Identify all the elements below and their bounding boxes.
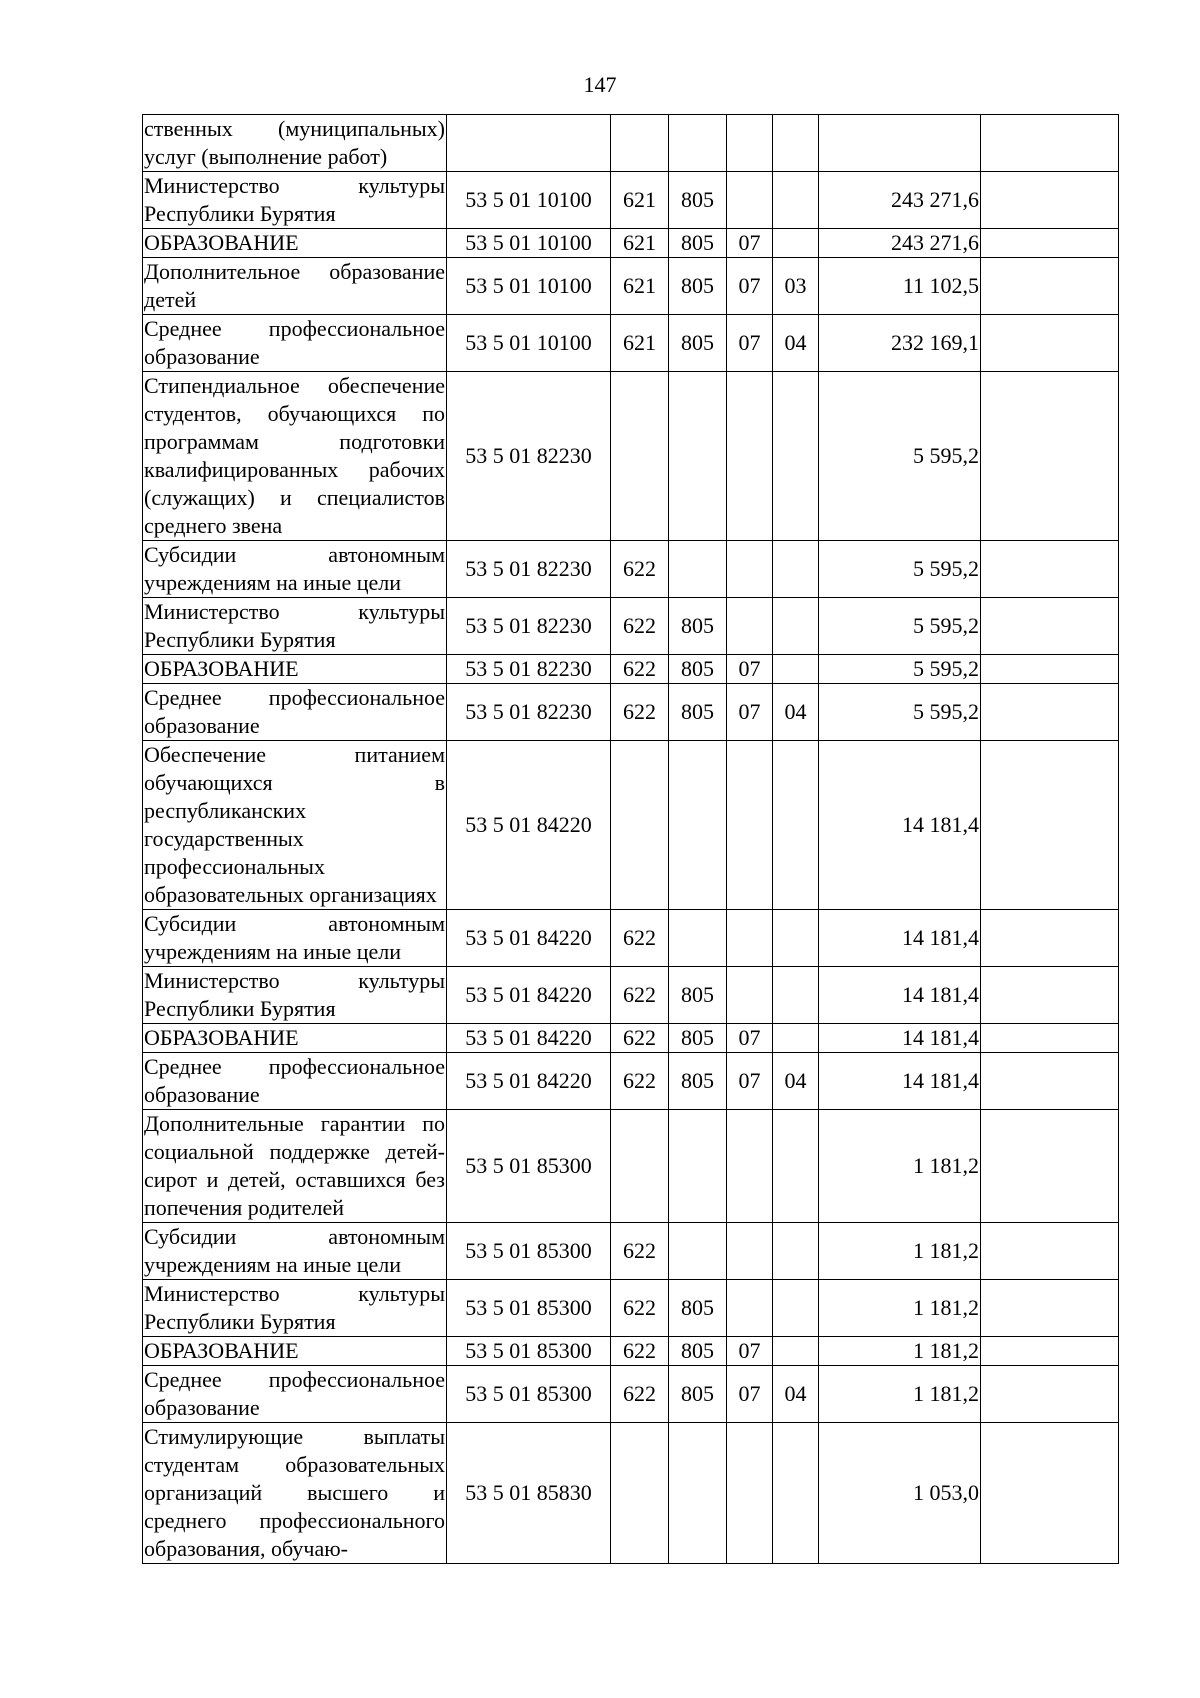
subsection-cell xyxy=(773,598,819,655)
extra-cell xyxy=(981,372,1119,541)
subsection-cell xyxy=(773,1423,819,1564)
expense-type-cell xyxy=(611,372,669,541)
ministry-code-cell: 805 xyxy=(669,655,727,684)
expense-type-cell: 622 xyxy=(611,1053,669,1110)
section-cell: 07 xyxy=(727,684,773,741)
extra-cell xyxy=(981,172,1119,229)
target-article-cell: 53 5 01 85300 xyxy=(447,1110,611,1223)
expense-type-cell: 622 xyxy=(611,655,669,684)
row-name-cell: ОБРАЗОВАНИЕ xyxy=(143,655,447,684)
expense-type-cell: 622 xyxy=(611,1024,669,1053)
target-article-cell: 53 5 01 84220 xyxy=(447,1024,611,1053)
ministry-code-cell: 805 xyxy=(669,315,727,372)
amount-cell: 5 595,2 xyxy=(819,684,981,741)
table-row xyxy=(143,541,1119,598)
target-article-cell: 53 5 01 82230 xyxy=(447,655,611,684)
amount-cell: 1 181,2 xyxy=(819,1280,981,1337)
extra-cell xyxy=(981,598,1119,655)
section-cell xyxy=(727,1110,773,1223)
amount-cell: 14 181,4 xyxy=(819,967,981,1024)
amount-cell: 232 169,1 xyxy=(819,315,981,372)
table-row xyxy=(143,1280,1119,1337)
amount-cell: 14 181,4 xyxy=(819,741,981,910)
extra-cell xyxy=(981,741,1119,910)
subsection-cell xyxy=(773,172,819,229)
ministry-code-cell: 805 xyxy=(669,684,727,741)
expense-type-cell: 622 xyxy=(611,598,669,655)
subsection-cell xyxy=(773,655,819,684)
section-cell: 07 xyxy=(727,315,773,372)
row-name-cell: ственных (муниципальных) услуг (выполнение работ) xyxy=(143,115,447,172)
ministry-code-cell: 805 xyxy=(669,1337,727,1366)
section-cell xyxy=(727,1423,773,1564)
ministry-code-cell xyxy=(669,1423,727,1564)
amount-cell: 1 053,0 xyxy=(819,1423,981,1564)
extra-cell xyxy=(981,655,1119,684)
expense-type-cell: 622 xyxy=(611,1223,669,1280)
ministry-code-cell: 805 xyxy=(669,598,727,655)
page-number: 147 xyxy=(583,72,617,97)
table-row xyxy=(143,229,1119,258)
target-article-cell: 53 5 01 82230 xyxy=(447,684,611,741)
amount-cell: 5 595,2 xyxy=(819,655,981,684)
subsection-cell: 04 xyxy=(773,1053,819,1110)
row-name-cell: Субсидии автономным учреждениям на иные цели xyxy=(143,1223,447,1280)
target-article-cell: 53 5 01 82230 xyxy=(447,541,611,598)
section-cell xyxy=(727,541,773,598)
extra-cell xyxy=(981,541,1119,598)
target-article-cell: 53 5 01 10100 xyxy=(447,229,611,258)
extra-cell xyxy=(981,967,1119,1024)
section-cell xyxy=(727,741,773,910)
target-article-cell: 53 5 01 84220 xyxy=(447,1053,611,1110)
amount-cell: 5 595,2 xyxy=(819,372,981,541)
ministry-code-cell: 805 xyxy=(669,1024,727,1053)
row-name-cell: Дополнительные гарантии по социальной поддержке детей-сирот и детей, оставшихся без попечения родителей xyxy=(143,1110,447,1223)
row-name-cell: Среднее профессиональное образование xyxy=(143,1366,447,1423)
section-cell: 07 xyxy=(727,655,773,684)
table-row xyxy=(143,1053,1119,1110)
extra-cell xyxy=(981,684,1119,741)
target-article-cell: 53 5 01 85300 xyxy=(447,1280,611,1337)
section-cell xyxy=(727,598,773,655)
section-cell: 07 xyxy=(727,1337,773,1366)
target-article-cell: 53 5 01 85300 xyxy=(447,1366,611,1423)
section-cell xyxy=(727,172,773,229)
subsection-cell xyxy=(773,1280,819,1337)
table-row xyxy=(143,655,1119,684)
table-row xyxy=(143,1337,1119,1366)
table-row xyxy=(143,967,1119,1024)
table-body xyxy=(143,115,1119,1564)
expense-type-cell xyxy=(611,741,669,910)
expense-type-cell: 622 xyxy=(611,1280,669,1337)
row-name-cell: Среднее профессиональное образование xyxy=(143,315,447,372)
subsection-cell xyxy=(773,1223,819,1280)
amount-cell: 14 181,4 xyxy=(819,1053,981,1110)
target-article-cell: 53 5 01 85300 xyxy=(447,1223,611,1280)
table-row xyxy=(143,258,1119,315)
ministry-code-cell xyxy=(669,910,727,967)
extra-cell xyxy=(981,910,1119,967)
table-row xyxy=(143,1366,1119,1423)
row-name-cell: Обеспечение питанием обучающихся в республиканских государственных профессиональных образовательных организациях xyxy=(143,741,447,910)
amount-cell: 1 181,2 xyxy=(819,1366,981,1423)
extra-cell xyxy=(981,1280,1119,1337)
section-cell xyxy=(727,115,773,172)
table-row xyxy=(143,910,1119,967)
ministry-code-cell: 805 xyxy=(669,1366,727,1423)
expense-type-cell: 622 xyxy=(611,910,669,967)
target-article-cell: 53 5 01 10100 xyxy=(447,172,611,229)
ministry-code-cell xyxy=(669,1110,727,1223)
expense-type-cell: 621 xyxy=(611,315,669,372)
row-name-cell: ОБРАЗОВАНИЕ xyxy=(143,1337,447,1366)
expense-type-cell: 621 xyxy=(611,258,669,315)
ministry-code-cell: 805 xyxy=(669,258,727,315)
ministry-code-cell xyxy=(669,1223,727,1280)
target-article-cell: 53 5 01 85830 xyxy=(447,1423,611,1564)
section-cell xyxy=(727,1280,773,1337)
amount-cell xyxy=(819,115,981,172)
row-name-cell: Стипендиальное обеспечение студентов, обучающихся по программам подготовки квалифицированных рабочих (служащих) и специалистов среднего звена xyxy=(143,372,447,541)
subsection-cell: 04 xyxy=(773,315,819,372)
subsection-cell xyxy=(773,1024,819,1053)
table-row xyxy=(143,315,1119,372)
extra-cell xyxy=(981,1366,1119,1423)
extra-cell xyxy=(981,315,1119,372)
amount-cell: 1 181,2 xyxy=(819,1110,981,1223)
section-cell: 07 xyxy=(727,229,773,258)
target-article-cell: 53 5 01 10100 xyxy=(447,258,611,315)
amount-cell: 243 271,6 xyxy=(819,229,981,258)
expense-type-cell: 622 xyxy=(611,684,669,741)
row-name-cell: Среднее профессиональное образование xyxy=(143,1053,447,1110)
extra-cell xyxy=(981,1110,1119,1223)
expense-type-cell xyxy=(611,1110,669,1223)
row-name-cell: Министерство культуры Республики Бурятия xyxy=(143,598,447,655)
section-cell: 07 xyxy=(727,1366,773,1423)
expense-type-cell xyxy=(611,115,669,172)
subsection-cell xyxy=(773,1110,819,1223)
ministry-code-cell: 805 xyxy=(669,229,727,258)
row-name-cell: Министерство культуры Республики Бурятия xyxy=(143,967,447,1024)
amount-cell: 243 271,6 xyxy=(819,172,981,229)
row-name-cell: Среднее профессиональное образование xyxy=(143,684,447,741)
expense-type-cell: 622 xyxy=(611,541,669,598)
amount-cell: 11 102,5 xyxy=(819,258,981,315)
table-row xyxy=(143,598,1119,655)
expense-type-cell: 622 xyxy=(611,1337,669,1366)
table-row xyxy=(143,1423,1119,1564)
ministry-code-cell xyxy=(669,541,727,598)
extra-cell xyxy=(981,1024,1119,1053)
target-article-cell: 53 5 01 82230 xyxy=(447,372,611,541)
table-row xyxy=(143,684,1119,741)
ministry-code-cell: 805 xyxy=(669,1053,727,1110)
subsection-cell xyxy=(773,229,819,258)
section-cell: 07 xyxy=(727,1053,773,1110)
row-name-cell: Министерство культуры Республики Бурятия xyxy=(143,172,447,229)
section-cell: 07 xyxy=(727,258,773,315)
ministry-code-cell xyxy=(669,741,727,910)
amount-cell: 1 181,2 xyxy=(819,1223,981,1280)
subsection-cell xyxy=(773,967,819,1024)
amount-cell: 14 181,4 xyxy=(819,910,981,967)
target-article-cell: 53 5 01 84220 xyxy=(447,741,611,910)
extra-cell xyxy=(981,1223,1119,1280)
extra-cell xyxy=(981,1423,1119,1564)
amount-cell: 5 595,2 xyxy=(819,598,981,655)
budget-table xyxy=(142,114,1119,1564)
section-cell: 07 xyxy=(727,1024,773,1053)
row-name-cell: ОБРАЗОВАНИЕ xyxy=(143,1024,447,1053)
amount-cell: 1 181,2 xyxy=(819,1337,981,1366)
row-name-cell: Субсидии автономным учреждениям на иные цели xyxy=(143,541,447,598)
target-article-cell: 53 5 01 82230 xyxy=(447,598,611,655)
section-cell xyxy=(727,910,773,967)
section-cell xyxy=(727,967,773,1024)
extra-cell xyxy=(981,1053,1119,1110)
table-row xyxy=(143,172,1119,229)
subsection-cell: 04 xyxy=(773,684,819,741)
ministry-code-cell: 805 xyxy=(669,967,727,1024)
subsection-cell xyxy=(773,1337,819,1366)
expense-type-cell: 621 xyxy=(611,172,669,229)
amount-cell: 5 595,2 xyxy=(819,541,981,598)
section-cell xyxy=(727,372,773,541)
row-name-cell: Дополнительное образование детей xyxy=(143,258,447,315)
subsection-cell xyxy=(773,741,819,910)
expense-type-cell: 621 xyxy=(611,229,669,258)
row-name-cell: Стимулирующие выплаты студентам образовательных организаций высшего и среднего профессионального образования, обучаю- xyxy=(143,1423,447,1564)
subsection-cell xyxy=(773,115,819,172)
table-row xyxy=(143,372,1119,541)
expense-type-cell xyxy=(611,1423,669,1564)
ministry-code-cell xyxy=(669,115,727,172)
target-article-cell: 53 5 01 85300 xyxy=(447,1337,611,1366)
ministry-code-cell: 805 xyxy=(669,1280,727,1337)
subsection-cell xyxy=(773,910,819,967)
extra-cell xyxy=(981,115,1119,172)
row-name-cell: Министерство культуры Республики Бурятия xyxy=(143,1280,447,1337)
row-name-cell: Субсидии автономным учреждениям на иные цели xyxy=(143,910,447,967)
extra-cell xyxy=(981,229,1119,258)
subsection-cell xyxy=(773,541,819,598)
subsection-cell xyxy=(773,372,819,541)
target-article-cell xyxy=(447,115,611,172)
extra-cell xyxy=(981,258,1119,315)
table-row xyxy=(143,1110,1119,1223)
section-cell xyxy=(727,1223,773,1280)
expense-type-cell: 622 xyxy=(611,967,669,1024)
table-row xyxy=(143,1024,1119,1053)
ministry-code-cell xyxy=(669,372,727,541)
table-row xyxy=(143,741,1119,910)
target-article-cell: 53 5 01 84220 xyxy=(447,910,611,967)
subsection-cell: 04 xyxy=(773,1366,819,1423)
table-row xyxy=(143,1223,1119,1280)
expense-type-cell: 622 xyxy=(611,1366,669,1423)
subsection-cell: 03 xyxy=(773,258,819,315)
target-article-cell: 53 5 01 10100 xyxy=(447,315,611,372)
ministry-code-cell: 805 xyxy=(669,172,727,229)
row-name-cell: ОБРАЗОВАНИЕ xyxy=(143,229,447,258)
extra-cell xyxy=(981,1337,1119,1366)
target-article-cell: 53 5 01 84220 xyxy=(447,967,611,1024)
amount-cell: 14 181,4 xyxy=(819,1024,981,1053)
table-row xyxy=(143,115,1119,172)
